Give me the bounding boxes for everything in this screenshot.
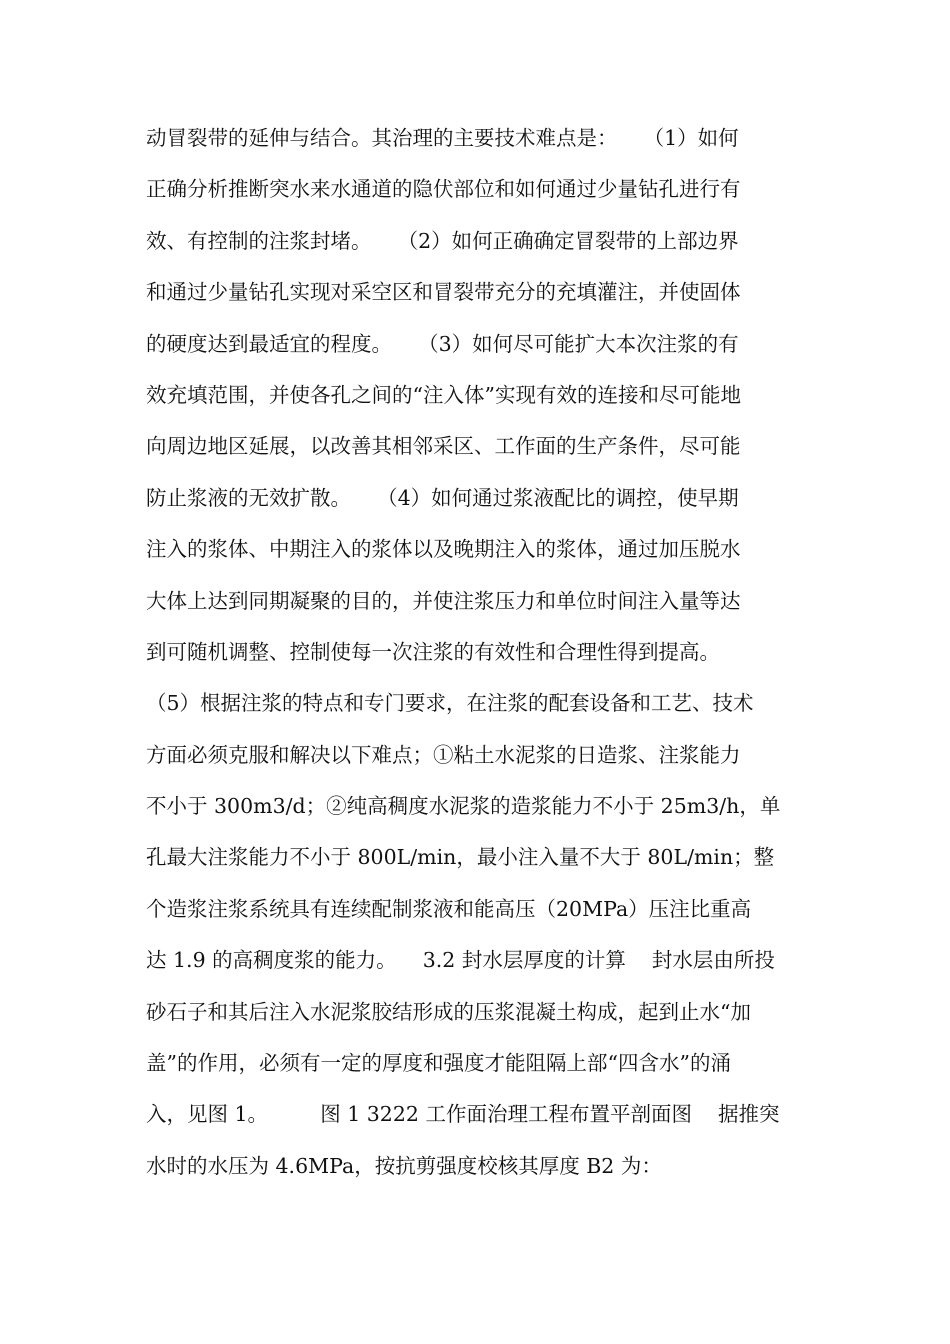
text-line: 向周边地区延展，以改善其相邻采区、工作面的生产条件，尽可能 [146,434,741,459]
text-line: 到可随机调整、控制使每一次注浆的有效性和合理性得到提高。 [146,639,720,664]
text-line: 防止浆液的无效扩散。 （4）如何通过浆液配比的调控，使早期 [146,485,739,510]
text-line: 注入的浆体、中期注入的浆体以及晚期注入的浆体，通过加压脱水 [146,537,741,562]
text-line: 砂石子和其后注入水泥浆胶结形成的压浆混凝土构成，起到止水“加 [146,999,751,1024]
text-line: （5）根据注浆的特点和专门要求，在注浆的配套设备和工艺、技术 [146,691,754,716]
text-line: 个造浆注浆系统具有连续配制浆液和能高压（20MPa）压注比重高 [146,896,752,921]
text-line: 孔最大注浆能力不小于 800L/min，最小注入量不大于 80L/min；整 [146,845,775,870]
text-line: 达 1.9 的高稠度浆的能力。 3.2 封水层厚度的计算 封水层由所投 [146,948,775,973]
text-line: 效、有控制的注浆封堵。 （2）如何正确确定冒裂带的上部边界 [146,228,739,253]
text-line: 入，见图 1。 图 1 3222 工作面治理工程布置平剖面图 据推突 [146,1102,780,1127]
text-line: 动冒裂带的延伸与结合。其治理的主要技术难点是： （1）如何 [146,126,739,150]
text-line: 水时的水压为 4.6MPa，按抗剪强度校核其厚度 B2 为： [146,1153,662,1178]
body-text [146,118,816,1197]
text-line: 盖”的作用，必须有一定的厚度和强度才能阻隔上部“四含水”的涌 [146,1051,731,1076]
text-line: 不小于 300m3/d；②纯高稠度水泥浆的造浆能力不小于 25m3/h，单 [146,794,781,819]
text-line: 的硬度达到最适宜的程度。 （3）如何尽可能扩大本次注浆的有 [146,331,739,356]
text-line: 效充填范围，并使各孔之间的“注入体”实现有效的连接和尽可能地 [146,382,741,407]
text-line: 大体上达到同期凝聚的目的，并使注浆压力和单位时间注入量等达 [146,588,741,613]
text-line: 方面必须克服和解决以下难点；①粘土水泥浆的日造浆、注浆能力 [146,742,741,767]
text-line: 和通过少量钻孔实现对采空区和冒裂带充分的充填灌注，并使固体 [146,280,741,305]
text-line: 正确分析推断突水来水通道的隐伏部位和如何通过少量钻孔进行有 [146,177,741,202]
